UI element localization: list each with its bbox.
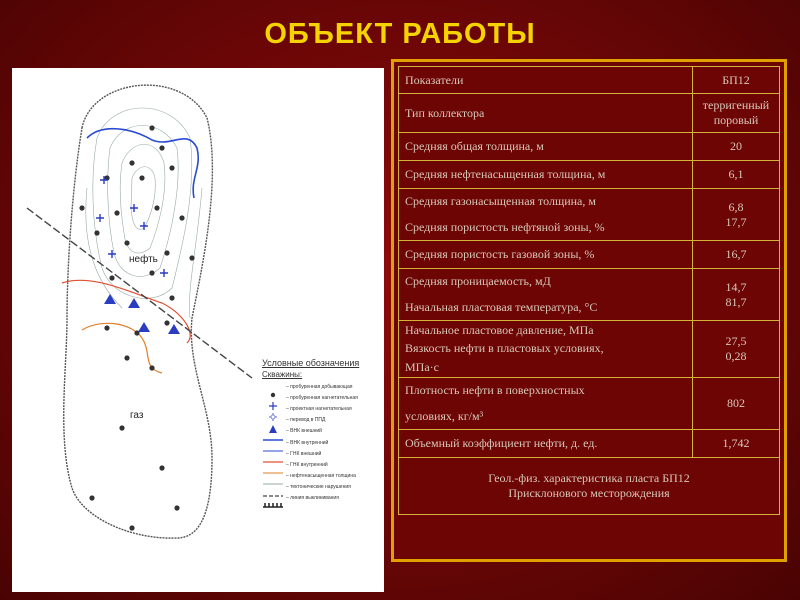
table-caption	[399, 458, 780, 515]
legend-title: Условные обозначения	[262, 358, 360, 368]
parameter-name	[399, 94, 693, 133]
parameter-name	[399, 161, 693, 189]
legend-item	[262, 471, 382, 482]
parameter-text: Средняя пористость газовой зоны, %	[405, 247, 595, 261]
map-legend	[262, 358, 382, 504]
slide-title: ОБЪЕКТ РАБОТЫ	[264, 18, 536, 50]
reservoir-map	[12, 68, 384, 592]
parameter-value	[693, 189, 780, 241]
parameter-name	[399, 67, 693, 94]
table-row	[399, 161, 780, 189]
legend-item-label: – пробуренная добывающая	[286, 383, 353, 390]
parameter-name	[399, 430, 693, 458]
dash-icon	[262, 482, 284, 492]
legend-item-label: – нефтенасыщенная толщина	[286, 473, 356, 480]
cross-open-icon	[262, 404, 284, 414]
value-text: 802	[727, 396, 745, 410]
contour-icon	[262, 471, 284, 481]
value-text: 16,7	[725, 247, 747, 261]
parameter-text: МПа·с	[405, 360, 439, 375]
value-text: терригенный	[702, 98, 770, 112]
parameter-name	[399, 378, 693, 430]
legend-item-label: – ВНК внутренний	[286, 439, 329, 446]
owc-line	[87, 129, 198, 198]
parameter-value	[693, 269, 780, 321]
parameter-text: Тип коллектора	[405, 105, 485, 120]
parameter-text: Показатели	[405, 72, 464, 87]
caption-text: Геол.-физ. характеристика пласта БП12	[488, 471, 690, 485]
legend-item-label: – ГНК внутренний	[286, 461, 328, 468]
table-row	[399, 378, 780, 430]
table-row	[399, 67, 780, 94]
parameter-value	[693, 241, 780, 269]
parameter-value	[693, 378, 780, 430]
table-caption-row	[399, 458, 780, 515]
parameter-name	[399, 321, 693, 378]
legend-item-label: – перевод в ППД	[286, 417, 326, 424]
parameter-text: условиях, кг/м³	[405, 408, 484, 423]
legend-item-label: – тектонические нарушения	[286, 484, 351, 491]
table-row	[399, 189, 780, 241]
parameter-text: Средняя нефтенасыщенная толщина, м	[405, 167, 606, 181]
value-text: 81,7	[725, 294, 747, 309]
oil-zone-label: нефть	[129, 254, 158, 265]
line-red-icon	[262, 449, 284, 459]
table-row	[399, 241, 780, 269]
value-text: 27,5	[725, 334, 747, 348]
parameters-table	[398, 66, 780, 515]
parameter-name	[399, 189, 693, 241]
parameter-text: Плотность нефти в поверхностных	[405, 383, 585, 398]
line-blue2-icon	[262, 438, 284, 448]
value-text: 0,28	[725, 349, 747, 363]
legend-item	[262, 403, 382, 414]
value-text: БП12	[722, 72, 750, 87]
value-text: поровый	[713, 113, 759, 127]
legend-subtitle: Скважины:	[262, 370, 303, 379]
legend-item	[262, 426, 382, 437]
parameter-text: Средняя газонасыщенная толщина, м	[405, 194, 596, 209]
table-row	[399, 133, 780, 161]
parameter-text: Начальное пластовое давление, МПа	[405, 322, 594, 337]
legend-item	[262, 392, 382, 403]
cross-icon	[262, 393, 284, 403]
value-text: 14,7	[725, 279, 747, 294]
pinch-icon	[262, 493, 284, 503]
legend-item	[262, 459, 382, 470]
legend-item-label: – ГНК внешний	[286, 450, 322, 457]
legend-item-label: – ВНК внешний	[286, 428, 322, 435]
parameter-text: Средняя пористость нефтяной зоны, %	[405, 219, 605, 234]
legend-item	[262, 415, 382, 426]
table-row	[399, 94, 780, 133]
legend-item-label: – линия выклинивания	[286, 495, 339, 502]
parameter-text: Средняя общая толщина, м	[405, 139, 544, 153]
value-text: 1,742	[722, 436, 750, 450]
parameter-name	[399, 269, 693, 321]
gas-zone-label: газ	[130, 410, 144, 421]
table-row	[399, 430, 780, 458]
line-blue-icon	[262, 426, 284, 436]
parameter-name	[399, 241, 693, 269]
value-text: 6,1	[728, 167, 744, 181]
parameter-name	[399, 133, 693, 161]
value-text: 6,8	[728, 199, 744, 214]
parameter-text: Средняя проницаемость, мД	[405, 274, 551, 289]
legend-item	[262, 381, 382, 392]
caption-text: Присклонового месторождения	[508, 486, 670, 500]
map-drawing	[12, 68, 384, 592]
triangle-icon	[262, 415, 284, 425]
ppd-wells	[104, 294, 180, 334]
fault-line	[27, 208, 252, 378]
legend-item	[262, 493, 382, 504]
parameter-value	[693, 67, 780, 94]
table-row	[399, 269, 780, 321]
line-red2-icon	[262, 460, 284, 470]
parameter-text: Объемный коэффициент нефти, д. ед.	[405, 436, 598, 450]
legend-item-label: – проектная нагнетательная	[286, 405, 352, 412]
legend-item	[262, 482, 382, 493]
legend-item	[262, 448, 382, 459]
table-row	[399, 321, 780, 378]
parameter-text: Начальная пластовая температура, °С	[405, 299, 598, 314]
value-text: 20	[730, 139, 742, 153]
legend-item-label: – пробуренная нагнетательная	[286, 394, 358, 401]
goc-inner	[82, 323, 162, 373]
dot-icon	[262, 382, 284, 392]
parameters-panel	[391, 59, 787, 562]
parameter-value	[693, 161, 780, 189]
parameter-value	[693, 133, 780, 161]
parameter-value	[693, 430, 780, 458]
parameter-value	[693, 321, 780, 378]
legend-item	[262, 437, 382, 448]
parameter-value	[693, 94, 780, 133]
parameter-text: Вязкость нефти в пластовых условиях,	[405, 341, 604, 356]
value-text: 17,7	[725, 214, 747, 229]
reservoir-outline	[64, 85, 213, 538]
